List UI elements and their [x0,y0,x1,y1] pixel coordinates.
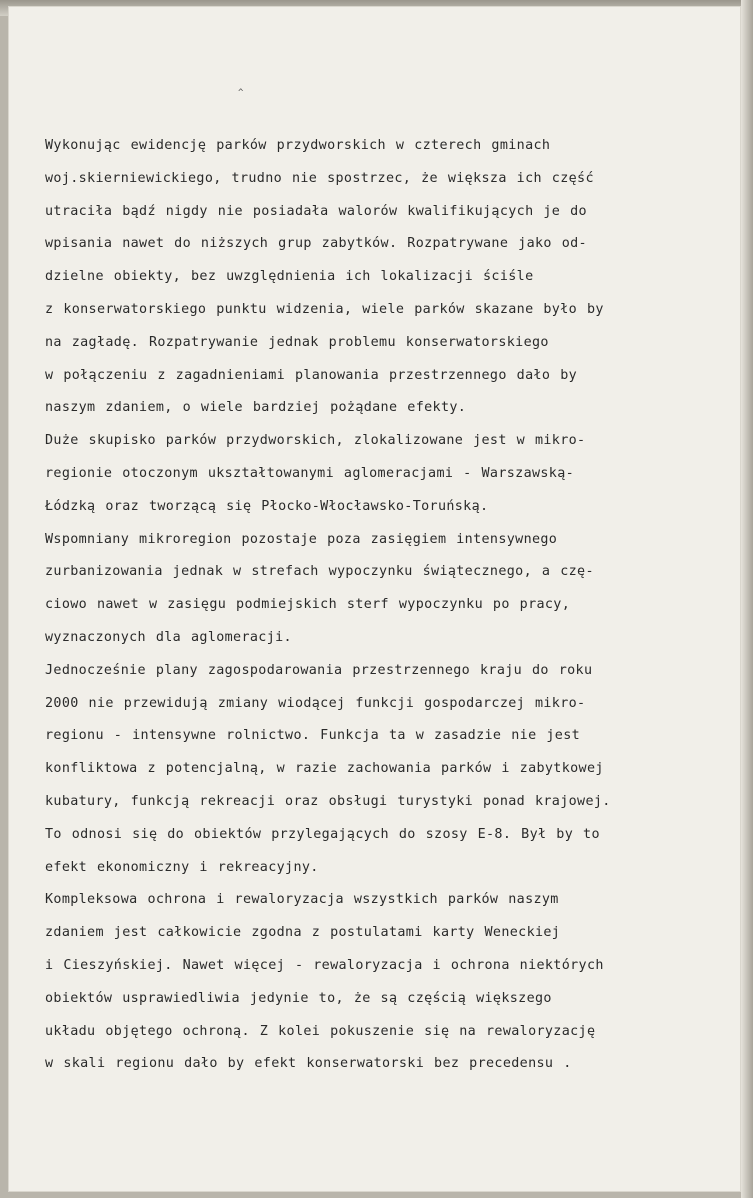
text-line: Wykonując ewidencję parków przydworskich w czterech gminach [45,138,551,153]
text-line: wpisania nawet do niższych grup zabytków. Rozpatrywane jako od- [45,236,587,252]
text-line: w połączeniu z zagadnieniami planowania przestrzennego dało by [45,367,578,383]
text-line: Jednocześnie plany zagospodarowania przestrzennego kraju do roku [45,662,593,678]
text-line: To odnosi się do obiektów przylegających do szosy E-8. Był by to [45,826,600,842]
text-line: zurbanizowania jednak w strefach wypoczynku świątecznego, a czę- [45,564,594,580]
text-line: 2000 nie przewidują zmiany wiodącej funkcji gospodarczej mikro- [45,695,586,711]
stray-mark: ^ [238,88,244,98]
text-line: obiektów usprawiedliwia jedynie to, że są częścią większego [45,990,552,1006]
text-line: dzielne obiekty, bez uwzględnienia ich lokalizacji ściśle [45,269,534,285]
page-right-edge [741,0,753,1198]
text-line: wyznaczonych dla aglomeracji. [45,629,292,645]
text-line: naszym zdaniem, o wiele bardziej pożądane efekty. [45,400,467,416]
text-line: woj.skierniewickiego, trudno nie spostrzec, że większa ich część [45,170,594,186]
text-line: na zagładę. Rozpatrywanie jednak problemu konserwatorskiego [45,334,549,350]
text-line: Duże skupisko parków przydworskich, zlokalizowane jest w mikro- [45,433,586,449]
text-line: układu objętego ochroną. Z kolei pokuszenie się na rewaloryzację [45,1023,596,1039]
text-line: Kompleksowa ochrona i rewaloryzacja wszystkich parków naszym [45,892,559,908]
text-line: w skali regionu dało by efekt konserwatorski bez precedensu . [45,1056,572,1072]
text-line: Wspomniany mikroregion pozostaje poza zasięgiem intensywnego [45,531,558,547]
text-line: i Cieszyńskiej. Nawet więcej - rewaloryzacja i ochrona niektórych [45,957,604,973]
typed-text-body [45,135,735,1086]
text-line: utraciła bądź nigdy nie posiadała walorów kwalifikujących je do [45,203,587,219]
text-line: z konserwatorskiego punktu widzenia, wiele parków skazane było by [45,301,604,317]
text-line: kubatury, funkcją rekreacji oraz obsługi turystyki ponad krajowej. [45,793,611,809]
text-line: efekt ekonomiczny i rekreacyjny. [45,859,319,875]
text-line: zdaniem jest całkowicie zgodna z postulatami karty Weneckiej [45,925,561,941]
text-line: ciowo nawet w zasięgu podmiejskich sterf wypoczynku po pracy, [45,597,571,613]
text-line: regionu - intensywne rolnictwo. Funkcja ta w zasadzie nie jest [45,728,581,744]
text-line: konfliktowa z potencjalną, w razie zachowania parków i zabytkowej [45,761,604,777]
text-line: regionie otoczonym ukształtowanymi aglomeracjami - Warszawską- [45,465,575,481]
text-line: Łódzką oraz tworzącą się Płocko-Włocławsko-Toruńską. [45,498,489,514]
